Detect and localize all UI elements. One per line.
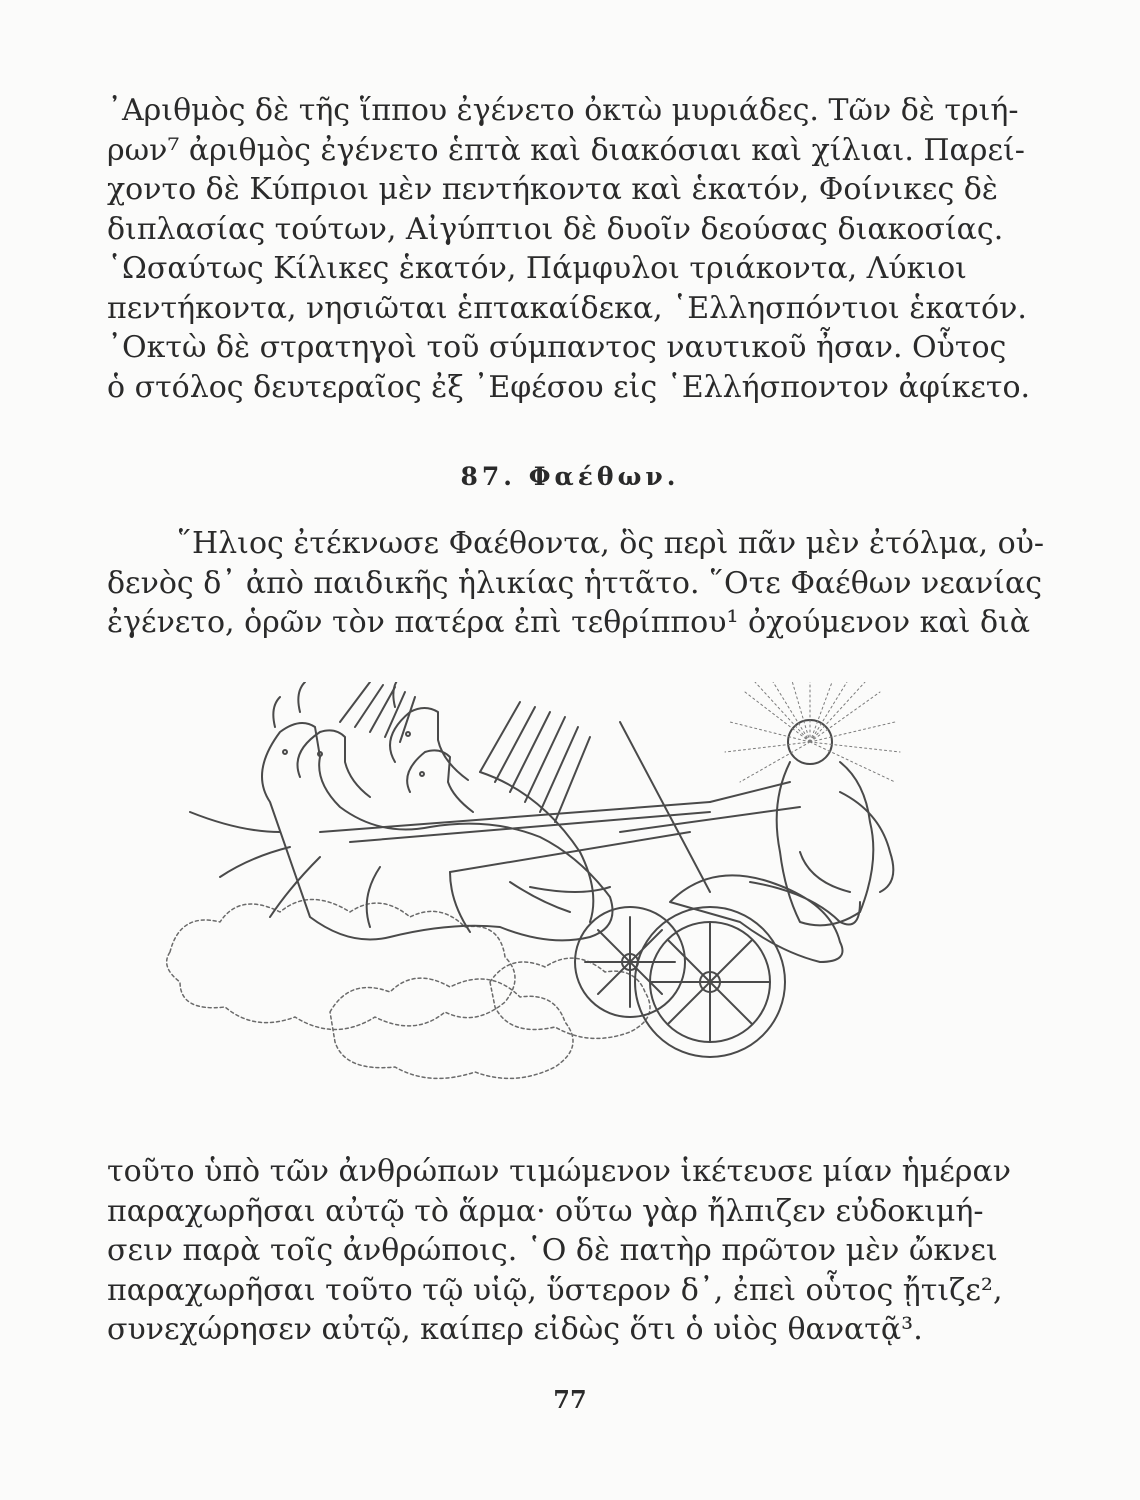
page-number: 77 [553,1385,587,1414]
chariot-wheel [635,907,785,1057]
text-line: ᾿Οκτὼ δὲ στρατηγοὶ τοῦ σύμπαντος ναυτικοῦ ἦσαν. Οὗτος [107,330,1007,365]
paragraph-army-fleet [107,91,1031,407]
text-line: ρων⁷ ἀριθμὸς ἐγένετο ἑπτὰ καὶ διακόσιαι καὶ χίλιαι. Παρεί- [107,132,1025,168]
text-line: ᾿Αριθμὸς δὲ τῆς ἵππου ἐγένετο ὀκτὼ μυριάδες. Τῶν δὲ τριή- [107,93,1019,128]
text-line: παραχωρῆσαι τοῦτο τῷ υἱῷ, ὕστερον δ᾿, ἐπεὶ οὗτος ᾔτιζε², [107,1272,1003,1308]
text-line: χοντο δὲ Κύπριοι μὲν πεντήκοντα καὶ ἑκατόν, Φοίνικες δὲ [107,172,998,207]
chariot-body [670,875,860,962]
horses [190,682,613,940]
text-line: τοῦτο ὑπὸ τῶν ἀνθρώπων τιμώμενον ἱκέτευσε μίαν ἡμέραν [107,1154,1011,1189]
text-line: ἐγένετο, ὁρῶν τὸν πατέρα ἐπὶ τεθρίππου¹ ὀχούμενον καὶ διὰ [107,605,1031,640]
text-line: συνεχώρησεν αὐτῷ, καίπερ εἰδὼς ὅτι ὁ υἱὸς θανατᾷ³. [107,1312,923,1347]
helios-figure [710,720,893,925]
text-line: δενὸς δ᾿ ἀπὸ παιδικῆς ἡλικίας ἡττᾶτο. ῞Οτε Φαέθων νεανίας [107,565,1043,601]
text-line: ὁ στόλος δευτεραῖος ἐξ ᾿Εφέσου εἰς ῾Ελλήσποντον ἀφίκετο. [107,369,1031,405]
sun-rays [725,682,900,782]
text-line: παραχωρῆσαι αὐτῷ τὸ ἅρμα· οὕτω γὰρ ἤλπιζεν εὐδοκιμή- [107,1193,984,1229]
text-line: πεντήκοντα, νησιῶται ἑπτακαίδεκα, ῾Ελλησπόντιοι ἑκατόν. [107,290,1027,326]
section-heading: 87. Φαέθων. [460,462,680,491]
text-line: ῾Ωσαύτως Κίλικες ἑκατόν, Πάμφυλοι τριάκοντα, Λύκιοι [107,251,967,286]
text-line: διπλασίας τούτων, Αἰγύπτιοι δὲ δυοῖν δεούσας διακοσίας. [107,211,1004,247]
chariot-wheel-back [575,907,685,1017]
text-line: ῞Ηλιος ἐτέκνωσε Φαέθοντα, ὃς περὶ πᾶν μὲν ἐτόλμα, οὐ- [177,526,1045,561]
helios-chariot-illustration [150,682,950,1102]
paragraph-phaethon-request [107,1152,1011,1350]
text-line: σειν παρὰ τοῖς ἀνθρώποις. ῾Ο δὲ πατὴρ πρῶτον μὲν ὤκνει [107,1233,998,1268]
paragraph-phaethon-intro [107,524,1045,643]
reins [320,802,800,872]
clouds [167,900,650,1079]
